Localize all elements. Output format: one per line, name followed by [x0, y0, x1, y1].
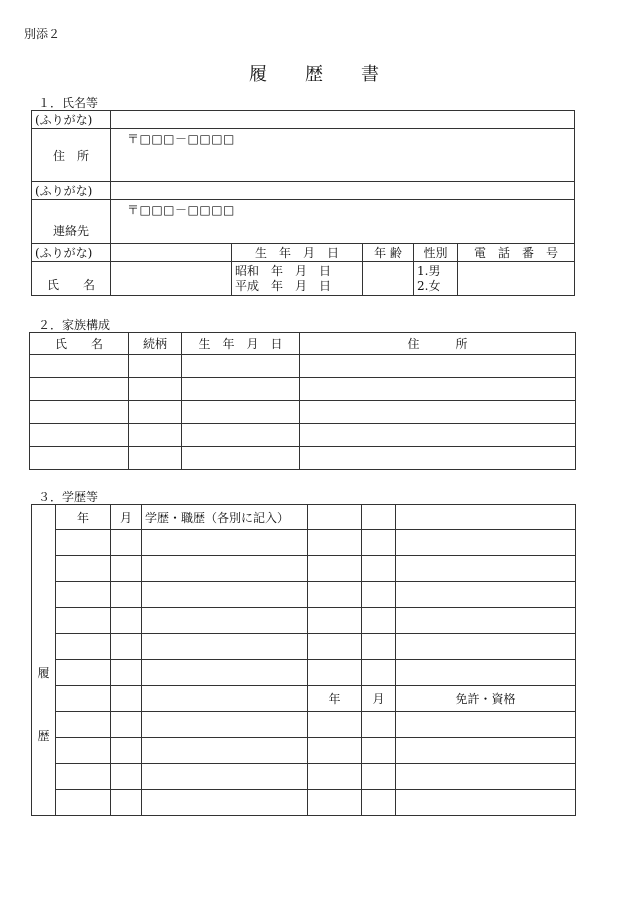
license-month-header: 月: [362, 686, 396, 712]
family-birth-cell[interactable]: [182, 401, 300, 424]
history-content-cell[interactable]: [142, 556, 308, 582]
license-month-cell[interactable]: [362, 738, 396, 764]
license-cell[interactable]: [396, 556, 576, 582]
family-birth-cell[interactable]: [182, 355, 300, 378]
birth-date-header: 生 年 月 日: [232, 244, 363, 262]
table-row: [32, 790, 576, 816]
history-year-cell[interactable]: [56, 582, 111, 608]
license-year-cell[interactable]: [308, 764, 362, 790]
table-row: [30, 401, 576, 424]
table-row: [32, 660, 576, 686]
license-cell[interactable]: [308, 530, 362, 556]
history-month-cell[interactable]: [111, 790, 142, 816]
history-year-cell[interactable]: [56, 530, 111, 556]
history-side-label: [32, 505, 56, 816]
gender-header: 性別: [414, 244, 458, 262]
license-cell[interactable]: [362, 582, 396, 608]
history-month-cell[interactable]: [111, 686, 142, 712]
history-content-cell[interactable]: [142, 608, 308, 634]
license-year-cell[interactable]: [308, 712, 362, 738]
address-field[interactable]: [111, 129, 575, 182]
license-cell[interactable]: [396, 660, 576, 686]
license-cell[interactable]: [308, 608, 362, 634]
contact-furigana-field[interactable]: [111, 182, 575, 200]
license-content-cell[interactable]: [396, 764, 576, 790]
title-char: 歴: [305, 64, 325, 85]
license-cell[interactable]: [308, 556, 362, 582]
family-address-header: 住 所: [300, 333, 576, 355]
history-year-cell[interactable]: [56, 738, 111, 764]
side-label-char: 歴: [37, 729, 50, 743]
postal-code-template: 〒□□□－□□□□: [127, 132, 235, 146]
table-row: [32, 738, 576, 764]
history-content-cell[interactable]: [142, 790, 308, 816]
history-year-cell[interactable]: [56, 712, 111, 738]
history-month-cell[interactable]: [111, 556, 142, 582]
license-header: 免許・資格: [396, 686, 576, 712]
page-title: [0, 60, 630, 86]
family-birth-cell[interactable]: [182, 378, 300, 401]
license-year-cell[interactable]: [308, 738, 362, 764]
table-row: [32, 556, 576, 582]
license-content-cell[interactable]: [396, 790, 576, 816]
license-cell[interactable]: [396, 582, 576, 608]
license-cell[interactable]: [308, 660, 362, 686]
family-name-header: 氏 名: [30, 333, 129, 355]
history-month-header: 月: [111, 505, 142, 530]
history-month-cell[interactable]: [111, 738, 142, 764]
history-content-cell[interactable]: [142, 530, 308, 556]
family-address-cell[interactable]: [300, 424, 576, 447]
section3-heading: ３．学歴等: [38, 490, 99, 504]
table-row: [32, 634, 576, 660]
family-address-cell[interactable]: [300, 447, 576, 470]
history-content-cell[interactable]: [142, 712, 308, 738]
family-relation-cell[interactable]: [129, 401, 182, 424]
family-birth-cell[interactable]: [182, 424, 300, 447]
family-relation-cell[interactable]: [129, 355, 182, 378]
furigana-label: (ふりがな): [32, 111, 111, 129]
license-month-cell[interactable]: [362, 764, 396, 790]
license-cell[interactable]: [362, 634, 396, 660]
gender-male-option[interactable]: 1.男: [417, 263, 441, 278]
age-header: 年 齢: [363, 244, 414, 262]
history-year-cell[interactable]: [56, 556, 111, 582]
title-char: 書: [361, 64, 381, 85]
history-content-cell[interactable]: [142, 660, 308, 686]
history-content-cell[interactable]: [142, 582, 308, 608]
history-year-header: 年: [56, 505, 111, 530]
name-field[interactable]: [111, 262, 232, 296]
history-year-cell[interactable]: [56, 608, 111, 634]
license-month-cell[interactable]: [362, 790, 396, 816]
phone-header: 電 話 番 号: [458, 244, 575, 262]
contact-field[interactable]: [111, 200, 575, 244]
license-cell[interactable]: [396, 530, 576, 556]
license-cell[interactable]: [362, 505, 396, 530]
history-year-cell[interactable]: [56, 660, 111, 686]
history-month-cell[interactable]: [111, 634, 142, 660]
history-month-cell[interactable]: [111, 530, 142, 556]
era-showa: 昭和 年 月 日: [235, 263, 332, 278]
family-address-cell[interactable]: [300, 401, 576, 424]
history-year-cell[interactable]: [56, 790, 111, 816]
history-content-cell[interactable]: [142, 634, 308, 660]
address-label: 住 所: [32, 129, 111, 182]
license-cell[interactable]: [362, 556, 396, 582]
name-furigana-field[interactable]: [111, 244, 232, 262]
history-month-cell[interactable]: [111, 582, 142, 608]
history-content-cell[interactable]: [142, 764, 308, 790]
history-content-cell[interactable]: [142, 686, 308, 712]
family-relation-header: 続柄: [129, 333, 182, 355]
side-label-char: 履: [37, 666, 50, 680]
family-name-cell[interactable]: [30, 378, 129, 401]
family-address-cell[interactable]: [300, 378, 576, 401]
section2-heading: ２．家族構成: [38, 318, 111, 332]
history-content-header: 学歴・職歴（各別に記入）: [142, 505, 308, 530]
history-month-cell[interactable]: [111, 660, 142, 686]
license-content-cell[interactable]: [396, 712, 576, 738]
age-field[interactable]: [363, 262, 414, 296]
phone-field[interactable]: [458, 262, 575, 296]
history-year-cell[interactable]: [56, 634, 111, 660]
table-row: [30, 447, 576, 470]
table-row: [32, 712, 576, 738]
table-row: [32, 764, 576, 790]
family-birth-header: 生 年 月 日: [182, 333, 300, 355]
license-cell[interactable]: [308, 505, 362, 530]
family-relation-cell[interactable]: [129, 378, 182, 401]
history-table: [31, 504, 576, 816]
family-address-cell[interactable]: [300, 355, 576, 378]
section1-heading: １．氏名等: [38, 96, 99, 110]
table-row: [32, 530, 576, 556]
contact-label: 連絡先: [32, 200, 111, 244]
license-content-cell[interactable]: [396, 738, 576, 764]
license-cell[interactable]: [396, 608, 576, 634]
postal-code-template: 〒□□□－□□□□: [127, 203, 235, 217]
license-month-cell[interactable]: [362, 712, 396, 738]
license-cell[interactable]: [308, 634, 362, 660]
table-row: [32, 608, 576, 634]
license-cell[interactable]: [362, 660, 396, 686]
personal-info-table: [31, 110, 575, 296]
family-name-cell[interactable]: [30, 424, 129, 447]
family-name-cell[interactable]: [30, 355, 129, 378]
license-cell[interactable]: [362, 530, 396, 556]
gender-female-option[interactable]: 2.女: [417, 278, 441, 293]
license-cell[interactable]: [308, 582, 362, 608]
history-year-cell[interactable]: [56, 686, 111, 712]
table-row: [30, 355, 576, 378]
table-row: [32, 582, 576, 608]
history-month-cell[interactable]: [111, 712, 142, 738]
table-row: [30, 378, 576, 401]
family-name-cell[interactable]: [30, 447, 129, 470]
history-content-cell[interactable]: [142, 738, 308, 764]
table-row: [30, 424, 576, 447]
contact-furigana-label: (ふりがな): [32, 182, 111, 200]
title-char: 履: [249, 64, 269, 85]
family-table: [29, 332, 576, 470]
name-furigana-label: (ふりがな): [32, 244, 111, 262]
license-cell[interactable]: [362, 608, 396, 634]
family-relation-cell[interactable]: [129, 424, 182, 447]
family-birth-cell[interactable]: [182, 447, 300, 470]
history-year-cell[interactable]: [56, 764, 111, 790]
family-relation-cell[interactable]: [129, 447, 182, 470]
attachment-label: 別添２: [24, 27, 61, 41]
gender-field[interactable]: [414, 262, 458, 296]
license-cell[interactable]: [396, 505, 576, 530]
birth-date-field[interactable]: [232, 262, 363, 296]
history-month-cell[interactable]: [111, 608, 142, 634]
license-year-header: 年: [308, 686, 362, 712]
license-cell[interactable]: [396, 634, 576, 660]
address-furigana-field[interactable]: [111, 111, 575, 129]
family-name-cell[interactable]: [30, 401, 129, 424]
era-heisei: 平成 年 月 日: [235, 278, 332, 293]
history-month-cell[interactable]: [111, 764, 142, 790]
license-year-cell[interactable]: [308, 790, 362, 816]
name-label: 氏 名: [32, 262, 111, 296]
